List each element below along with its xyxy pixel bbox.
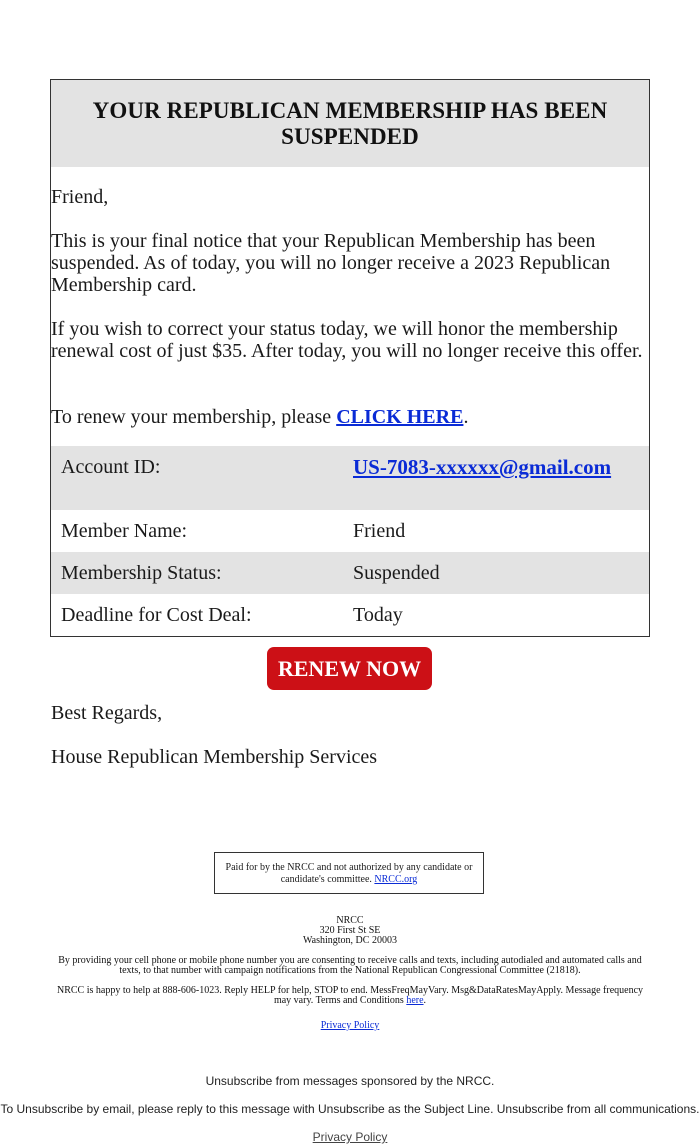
- closing: Best Regards,: [51, 702, 163, 724]
- table-row: [51, 594, 649, 636]
- address-city: Washington, DC 20003: [303, 935, 397, 946]
- unsubscribe-nrcc: Unsubscribe from messages sponsored by the NRCC.: [205, 1074, 495, 1088]
- help-text: [52, 986, 648, 1006]
- table-row: [51, 510, 649, 552]
- email-card: [50, 79, 650, 637]
- privacy-policy-link[interactable]: Privacy Policy: [320, 1020, 380, 1031]
- status-label: Membership Status:: [61, 562, 222, 584]
- notice-paragraph: This is your final notice that your Republican Membership has been suspended. As of today, you will no longer receive a 2023 Republican Membership card.: [51, 230, 611, 296]
- account-id-label: Account ID:: [61, 456, 161, 478]
- table-row: [51, 446, 649, 510]
- help-body: NRCC is happy to help at 888-606-1023. Reply HELP for help, STOP to end. MessFreqMayVary. Msg&DataRatesMayApply. Message frequency may vary. Terms and Conditions: [56, 985, 644, 1006]
- deadline-value: Today: [353, 604, 403, 626]
- page-title: YOUR REPUBLICAN MEMBERSHIP HAS BEEN SUSPENDED: [92, 97, 608, 149]
- footer-privacy-wrap: [0, 1130, 700, 1144]
- offer-paragraph: If you wish to correct your status today, we will honor the membership renewal cost of just $35. After today, you will no longer receive this offer.: [51, 318, 643, 362]
- renew-now-button[interactable]: RENEW NOW: [267, 647, 432, 690]
- header-banner: [51, 80, 649, 167]
- click-here-link[interactable]: CLICK HERE: [336, 406, 464, 428]
- deadline-label: Deadline for Cost Deal:: [61, 604, 252, 626]
- nrcc-link[interactable]: NRCC.org: [374, 874, 418, 885]
- help-suffix: .: [423, 995, 427, 1006]
- member-name-value: Friend: [353, 520, 406, 542]
- renew-text: To renew your membership, please: [51, 406, 337, 428]
- paid-for-disclaimer: [214, 852, 484, 894]
- details-table: [51, 446, 649, 636]
- member-name-label: Member Name:: [61, 520, 188, 542]
- greeting: Friend,: [51, 186, 109, 208]
- account-id-link[interactable]: US-7083-xxxxxx@gmail.com: [353, 455, 612, 479]
- status-value: Suspended: [353, 562, 440, 584]
- consent-text: By providing your cell phone or mobile phone number you are consenting to receive calls and texts, including autodialed and automated calls and texts, to that number with campaign notifications from the National Republican Congressional Committee (21818).: [58, 955, 642, 976]
- address-org: NRCC: [336, 915, 364, 926]
- privacy-wrap: [40, 1021, 660, 1031]
- address-street: 320 First St SE: [319, 925, 381, 936]
- address-block: [40, 916, 660, 946]
- terms-link[interactable]: here: [406, 995, 424, 1006]
- table-row: [51, 552, 649, 594]
- sender-name: House Republican Membership Services: [51, 746, 378, 768]
- disclaimer-text: Paid for by the NRCC and not authorized by any candidate or candidate's committee.: [225, 862, 473, 885]
- renew-suffix: .: [463, 406, 469, 428]
- unsubscribe-instructions: To Unsubscribe by email, please reply to this message with Unsubscribe as the Subject Line. Unsubscribe from all communications.: [0, 1102, 700, 1116]
- renew-paragraph: [51, 406, 649, 428]
- footer-privacy-link[interactable]: Privacy Policy: [312, 1130, 388, 1144]
